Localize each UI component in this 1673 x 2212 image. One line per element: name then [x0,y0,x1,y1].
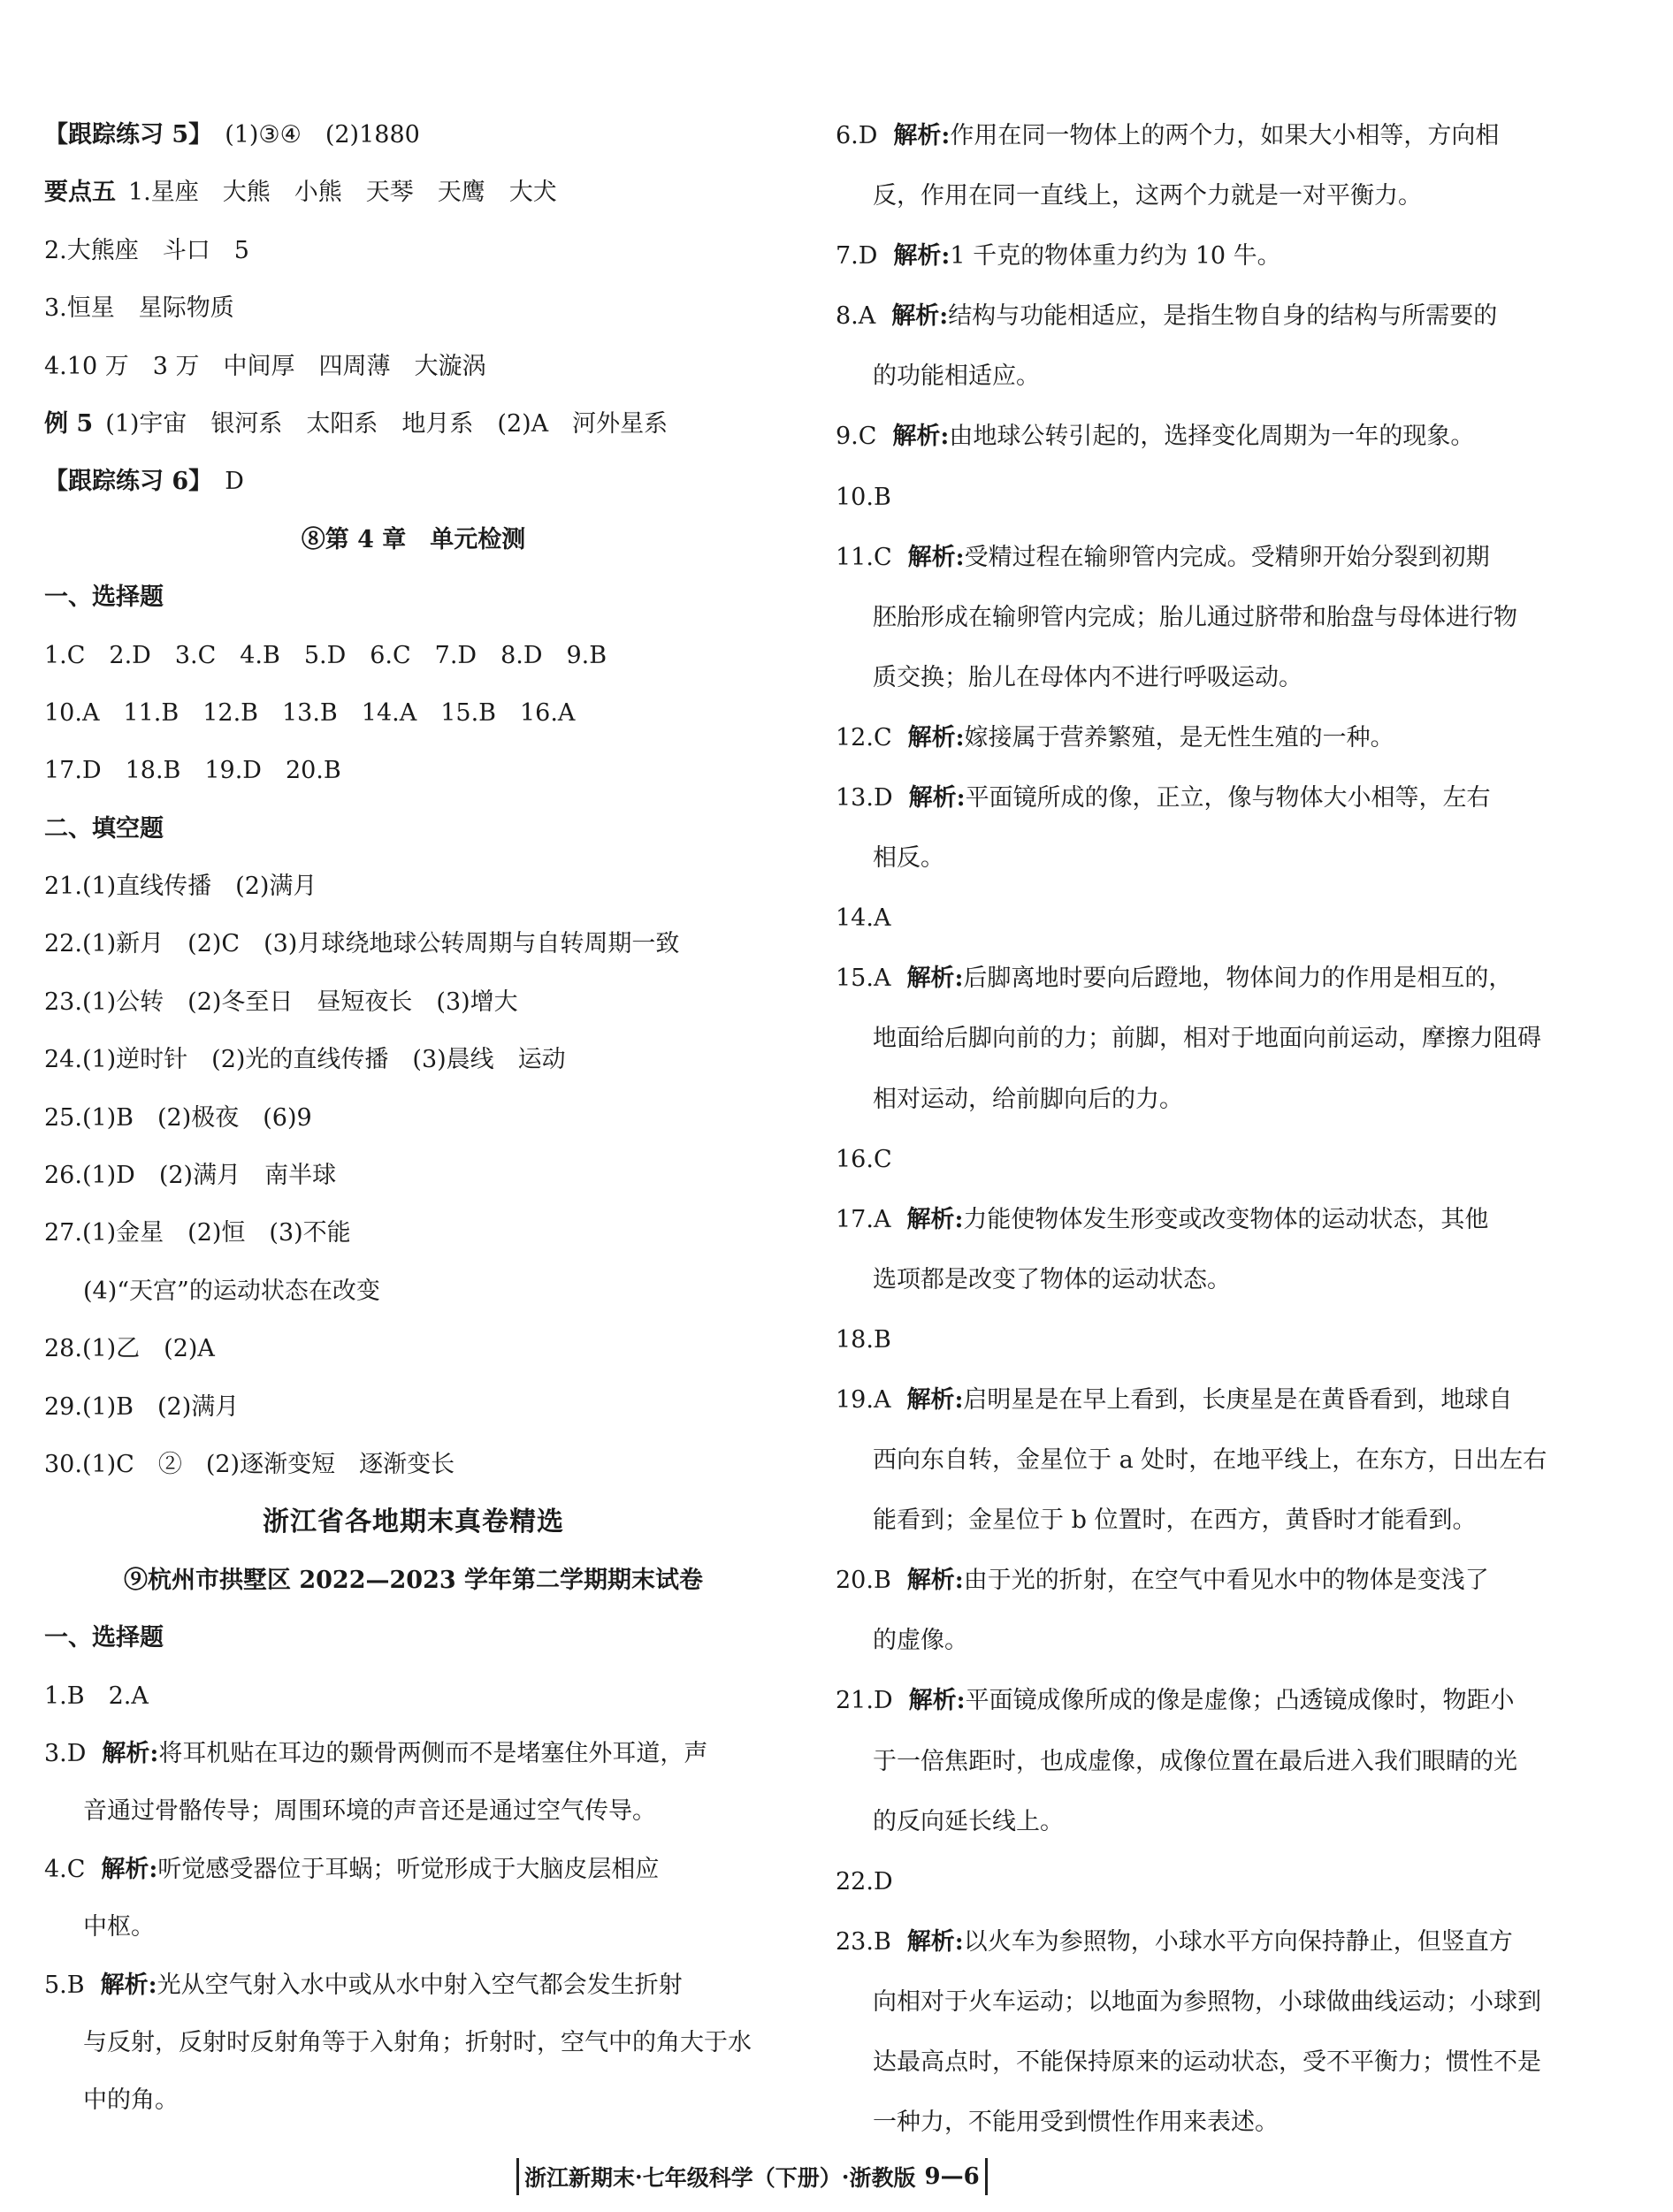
answer-line [836,1190,1556,1250]
continuation-line [836,1430,1556,1491]
label-bold: 例 5 [44,409,94,438]
answer-number: 6.D [836,122,878,149]
answer-line [836,1370,1556,1430]
analysis-label: 解析 [908,784,957,812]
answer-line [44,106,783,164]
answer-number: 11.C [836,543,892,571]
answer-line [44,1841,783,1898]
line-text: 地面给后脚向前的力；前脚，相对于地面向前运动，摩擦力阻碍 [873,1025,1541,1053]
line-text: 1.B 2.A [44,1682,149,1710]
colon: : [149,1855,158,1883]
colon: : [941,242,951,271]
answer-line [44,222,783,279]
answer-line [836,1551,1556,1611]
answer-line [836,1671,1556,1731]
line-text: 胚胎形成在输卵管内完成；胎儿通过脐带和胎盘与母体进行物 [873,603,1517,631]
analysis-label: 解析 [101,1855,149,1883]
answer-line [44,1204,783,1262]
analysis-text: 后脚离地时要向后蹬地，物体间力的作用是相互的， [963,965,1513,993]
analysis-label: 解析 [906,1927,955,1956]
answer-line [836,949,1556,1009]
answer-line [44,1725,783,1782]
analysis-label: 解析 [907,723,956,751]
continuation-line [44,1782,783,1840]
answer-text: (1)宇宙 银河系 太阳系 地月系 (2)A 河外星系 [105,409,668,438]
colon: : [954,965,964,993]
answer-line [836,226,1556,286]
line-text: 28.(1)乙 (2)A [44,1335,215,1363]
answer-number: 20.B [836,1567,891,1595]
colon: : [954,1385,964,1414]
continuation-line [836,1611,1556,1671]
answer-number: 13.D [836,784,893,812]
section-text: 一、选择题 [44,584,164,612]
analysis-label: 解析 [906,1567,955,1595]
analysis-text: 平面镜成像所成的像是虚像；凸透镜成像时，物距小 [965,1687,1515,1715]
continuation-line [836,588,1556,648]
answer-line [44,279,783,337]
line-text: 22.D [836,1867,893,1895]
analysis-text: 由地球公转引起的，选择变化周期为一年的现象。 [949,423,1475,451]
analysis-text: 将耳机贴在耳边的颞骨两侧而不是堵塞住外耳道，声 [158,1739,708,1767]
answer-line [836,468,1556,528]
page-footer [511,2157,993,2196]
answer-number: 9.C [836,423,877,451]
label-bold: 要点五 [44,179,116,207]
analysis-text: 启明星是在早上看到，长庚星是在黄昏看到，地球自 [963,1385,1513,1414]
analysis-text: 力能使物体发生形变或改变物体的运动状态，其他 [963,1205,1489,1233]
continuation-line [836,347,1556,407]
line-text: 10.A 11.B 12.B 13.B 14.A 15.B 16.A [44,698,576,727]
colon: : [941,122,951,149]
line-text: 中的角。 [83,2086,179,2115]
colon: : [956,784,966,812]
continuation-line [44,1262,783,1320]
line-text: 30.(1)C ② (2)逐渐变短 逐渐变长 [44,1450,455,1478]
analysis-text: 受精过程在输卵管内完成。受精卵开始分裂到初期 [964,543,1490,571]
footer-subtitle: 七年级科学（下册） [642,2165,842,2191]
line-text: 中枢。 [83,1913,155,1941]
footer-divider [516,2158,519,2195]
right-column [836,106,1556,2153]
continuation-line [836,1732,1556,1792]
analysis-label: 解析 [102,1739,150,1767]
section-text: 一、选择题 [44,1624,164,1652]
line-text: 相对运动，给前脚向后的力。 [873,1085,1183,1113]
answer-line [44,627,783,684]
analysis-label: 解析 [893,122,942,149]
question-type-heading [44,1609,783,1667]
line-text: 于一倍焦距时，也成虚像，成像位置在最后进入我们眼睛的光 [873,1747,1517,1775]
footer-dot: · [841,2163,850,2190]
analysis-label: 解析 [906,965,955,993]
line-text: 25.(1)B (2)极夜 (6)9 [44,1103,312,1132]
continuation-line [836,166,1556,226]
answer-line [44,742,783,799]
answer-line [44,915,783,973]
answer-number: 5.B [44,1971,85,1999]
answer-line [836,1852,1556,1912]
continuation-line [836,648,1556,708]
line-text: 音通过骨骼传导；周围环境的声音还是通过空气传导。 [83,1797,656,1826]
answer-line [836,528,1556,588]
answer-line [44,1956,783,2014]
line-text: 2.大熊座 斗口 5 [44,236,249,264]
section-heading [44,511,783,568]
colon: : [954,1205,964,1233]
answer-text: (1)③④ (2)1880 [225,121,420,149]
answer-line [44,684,783,742]
label-bold: 【跟踪练习 5】 [44,121,213,149]
analysis-text: 以火车为参照物，小球水平方向保持静止，但竖直方 [963,1927,1513,1956]
colon: : [954,1927,964,1956]
line-text: 18.B [836,1325,891,1354]
continuation-line [836,1972,1556,2033]
analysis-label: 解析 [892,423,941,451]
answer-number: 19.A [836,1385,891,1414]
analysis-label: 解析 [893,242,942,271]
answer-line [836,1310,1556,1370]
analysis-label: 解析 [906,1385,955,1414]
line-text: 选项都是改变了物体的运动状态。 [873,1265,1231,1293]
heading-text: ⑧第 4 章 单元检测 [301,525,526,553]
analysis-text: 嫁接属于营养繁殖，是无性生殖的一种。 [964,723,1394,751]
continuation-line [836,2033,1556,2093]
colon: : [956,1687,966,1715]
continuation-line [836,1009,1556,1069]
analysis-text: 由于光的折射，在空气中看见水中的物体是变浅了 [963,1567,1489,1595]
answer-number: 21.D [836,1687,893,1715]
line-text: 的虚像。 [873,1627,968,1655]
colon: : [954,1567,964,1595]
answer-text: D [225,468,244,496]
colon: : [955,543,965,571]
line-text: 向相对于火车运动；以地面为参照物，小球做曲线运动；小球到 [873,1987,1541,2016]
answer-line [44,973,783,1031]
label-bold: 【跟踪练习 6】 [44,468,213,496]
answer-line [44,338,783,395]
line-text: 17.D 18.B 19.D 20.B [44,757,341,785]
line-text: 4.10 万 3 万 中间厚 四周薄 大漩涡 [44,352,486,380]
colon: : [149,1739,159,1767]
line-text: 22.(1)新月 (2)C (3)月球绕地球公转周期与自转周期一致 [44,930,680,958]
answer-line [44,453,783,510]
question-type-heading [44,800,783,858]
answer-text: 1.星座 大熊 小熊 天琴 天鹰 大犬 [128,179,557,207]
answer-number: 7.D [836,242,878,271]
analysis-label: 解析 [906,1205,955,1233]
analysis-text: 作用在同一物体上的两个力，如果大小相等，方向相 [950,122,1500,149]
answer-line [44,1667,783,1725]
footer-edition: 浙教版 [849,2165,916,2191]
line-text: 相反。 [873,844,944,873]
answer-line [836,768,1556,828]
line-text: 西向东自转，金星位于 a 处时，在地平线上，在东方，日出左右 [873,1446,1547,1475]
line-text: 10.B [836,483,891,511]
answer-line [44,1147,783,1204]
major-heading [44,1493,783,1551]
continuation-line [836,828,1556,889]
answer-line [836,286,1556,347]
section-text: 二、填空题 [44,814,164,843]
line-text: 29.(1)B (2)满月 [44,1392,240,1421]
footer-dot: · [635,2163,643,2190]
continuation-line [44,2071,783,2129]
answer-number: 12.C [836,723,892,751]
line-text: 一种力，不能用受到惯性作用来表述。 [873,2109,1279,2137]
line-text: (4)“天宫”的运动状态在改变 [83,1277,380,1305]
answer-line [836,1912,1556,1972]
analysis-text: 听觉感受器位于耳蜗；听觉形成于大脑皮层相应 [157,1855,660,1883]
answer-number: 23.B [836,1927,891,1956]
answer-line [836,708,1556,768]
continuation-line [44,1898,783,1956]
colon: : [148,1971,157,1999]
section-heading [44,1552,783,1609]
line-text: 23.(1)公转 (2)冬至日 昼短夜长 (3)增大 [44,988,518,1016]
answer-line [44,1320,783,1377]
answer-line [836,407,1556,467]
line-text: 16.C [836,1145,892,1173]
line-text: 质交换；胎儿在母体内不进行呼吸运动。 [873,663,1302,691]
answer-line [44,1089,783,1147]
line-text: 26.(1)D (2)满月 南半球 [44,1162,337,1190]
analysis-label: 解析 [100,1971,149,1999]
heading-text: ⑨杭州市拱墅区 2022—2023 学年第二学期期末试卷 [123,1566,704,1594]
line-text: 的功能相适应。 [873,362,1040,391]
question-type-heading [44,568,783,626]
footer-divider [985,2158,988,2195]
page-number: 9—6 [924,2163,980,2190]
answer-line [44,858,783,915]
answer-line [836,106,1556,166]
analysis-label: 解析 [891,302,940,331]
footer-book-title: 浙江新期末 [524,2165,636,2191]
analysis-label: 解析 [908,1687,957,1715]
line-text: 达最高点时，不能保持原来的运动状态，受不平衡力；惯性不是 [873,2048,1541,2076]
left-column [44,106,783,2130]
colon: : [955,723,965,751]
line-text: 27.(1)金星 (2)恒 (3)不能 [44,1219,351,1247]
line-text: 能看到；金星位于 b 位置时，在西方，黄昏时才能看到。 [873,1506,1477,1535]
continuation-line [836,1070,1556,1130]
answer-number: 8.A [836,302,876,331]
line-text: 14.A [836,904,891,933]
answer-number: 3.D [44,1739,87,1767]
answer-line [44,1031,783,1088]
answer-line [44,1436,783,1493]
continuation-line [44,2014,783,2071]
continuation-line [836,1250,1556,1310]
line-text: 的反向延长线上。 [873,1807,1064,1835]
continuation-line [836,1792,1556,1852]
answer-line [44,1378,783,1436]
answer-line [836,889,1556,949]
answer-number: 15.A [836,965,891,993]
answer-number: 17.A [836,1205,891,1233]
line-text: 21.(1)直线传播 (2)满月 [44,873,317,901]
answer-line [44,395,783,453]
answer-line [44,164,783,221]
analysis-text: 结构与功能相适应，是指生物自身的结构与所需要的 [948,302,1498,331]
continuation-line [836,1491,1556,1551]
analysis-text: 1 千克的物体重力约为 10 牛。 [950,242,1281,271]
answer-line [836,1130,1556,1190]
colon: : [939,302,949,331]
major-heading-text: 浙江省各地期末真卷精选 [263,1506,564,1538]
analysis-text: 光从空气射入水中或从水中射入空气都会发生折射 [157,1971,683,1999]
line-text: 24.(1)逆时针 (2)光的直线传播 (3)晨线 运动 [44,1046,566,1074]
colon: : [940,423,950,451]
line-text: 反，作用在同一直线上，这两个力就是一对平衡力。 [873,182,1422,210]
continuation-line [836,2093,1556,2153]
line-text: 与反射，反射时反射角等于入射角；折射时，空气中的角大于水 [83,2028,752,2056]
analysis-text: 平面镜所成的像，正立，像与物体大小相等，左右 [965,784,1491,812]
analysis-label: 解析 [907,543,956,571]
line-text: 1.C 2.D 3.C 4.B 5.D 6.C 7.D 8.D 9.B [44,641,607,669]
line-text: 3.恒星 星际物质 [44,294,234,323]
answer-number: 4.C [44,1855,86,1883]
